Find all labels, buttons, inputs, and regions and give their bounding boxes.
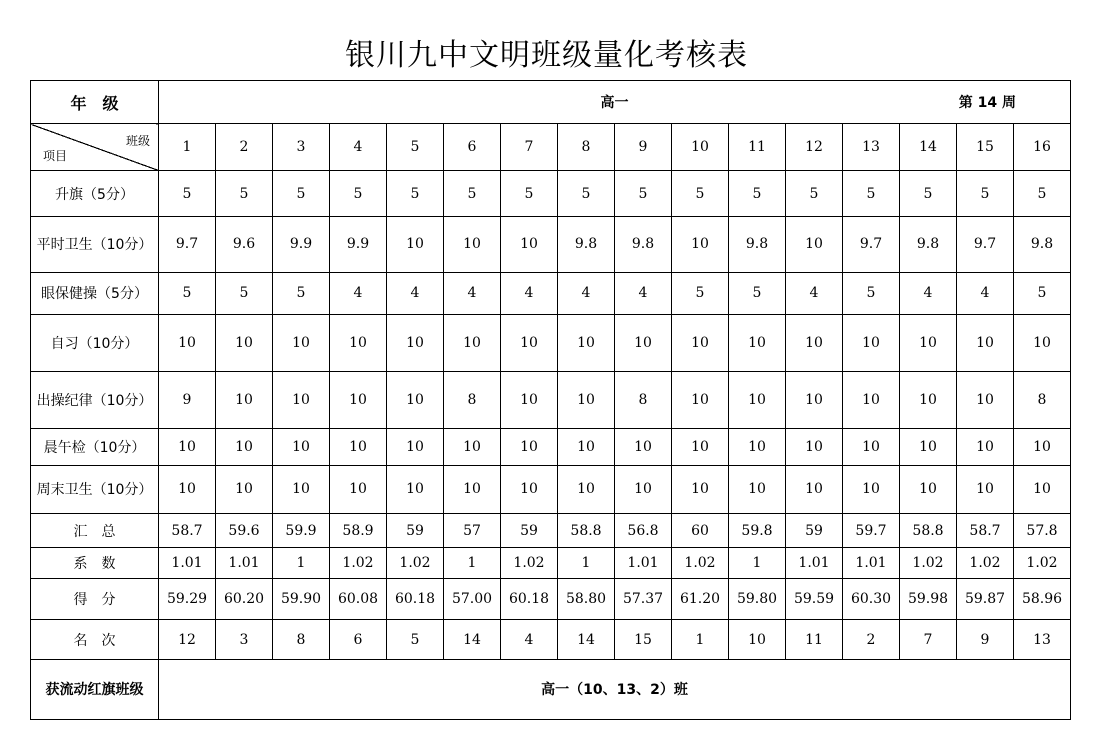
value-cell: 4	[444, 272, 501, 314]
value-cell: 6	[330, 620, 387, 659]
value-cell: 1.02	[330, 548, 387, 579]
value-cell: 1	[672, 620, 729, 659]
value-cell: 10	[615, 428, 672, 465]
value-cell: 10	[786, 216, 843, 272]
value-cell: 57.8	[1014, 513, 1071, 547]
value-cell: 15	[615, 620, 672, 659]
value-cell: 10	[900, 428, 957, 465]
value-cell: 1	[444, 548, 501, 579]
value-cell: 5	[615, 171, 672, 216]
table-row	[31, 372, 1071, 428]
value-cell: 10	[387, 372, 444, 428]
value-cell: 59.80	[729, 579, 786, 620]
value-cell: 58.9	[330, 513, 387, 547]
value-cell: 10	[330, 465, 387, 513]
value-cell: 10	[444, 428, 501, 465]
value-cell: 10	[786, 465, 843, 513]
value-cell: 59.98	[900, 579, 957, 620]
value-cell: 10	[558, 372, 615, 428]
value-cell: 10	[330, 315, 387, 372]
class-header-cell: 2	[216, 124, 273, 171]
row-label: 晨午检（10分）	[31, 428, 159, 465]
value-cell: 10	[216, 315, 273, 372]
value-cell: 5	[387, 620, 444, 659]
class-header-cell: 12	[786, 124, 843, 171]
value-cell: 58.80	[558, 579, 615, 620]
value-cell: 1.02	[387, 548, 444, 579]
value-cell: 5	[330, 171, 387, 216]
value-cell: 59	[387, 513, 444, 547]
value-cell: 10	[1014, 315, 1071, 372]
value-cell: 1.01	[786, 548, 843, 579]
value-cell: 58.8	[900, 513, 957, 547]
value-cell: 10	[786, 428, 843, 465]
value-cell: 5	[1014, 272, 1071, 314]
value-cell: 10	[900, 372, 957, 428]
value-cell: 10	[672, 315, 729, 372]
value-cell: 10	[216, 372, 273, 428]
class-header-cell: 6	[444, 124, 501, 171]
page-title: 银川九中文明班级量化考核表	[345, 38, 748, 73]
value-cell: 10	[273, 465, 330, 513]
value-cell: 59.87	[957, 579, 1014, 620]
value-cell: 8	[273, 620, 330, 659]
table-row	[31, 315, 1071, 372]
row-label: 系 数	[31, 548, 159, 579]
value-cell: 9	[159, 372, 216, 428]
value-cell: 10	[501, 465, 558, 513]
class-header-cell: 14	[900, 124, 957, 171]
value-cell: 4	[900, 272, 957, 314]
value-cell: 5	[501, 171, 558, 216]
value-cell: 5	[672, 272, 729, 314]
value-cell: 9.7	[957, 216, 1014, 272]
table-row	[31, 513, 1071, 547]
value-cell: 57.37	[615, 579, 672, 620]
value-cell: 1	[558, 548, 615, 579]
value-cell: 4	[330, 272, 387, 314]
red-flag-label: 获流动红旗班级	[31, 659, 159, 719]
grade-cell	[159, 81, 1071, 124]
value-cell: 59	[501, 513, 558, 547]
value-cell: 10	[957, 465, 1014, 513]
value-cell: 10	[216, 428, 273, 465]
value-cell: 9.7	[159, 216, 216, 272]
row-label: 汇 总	[31, 513, 159, 547]
value-cell: 5	[729, 272, 786, 314]
class-header-cell: 1	[159, 124, 216, 171]
class-header-cell: 4	[330, 124, 387, 171]
value-cell: 2	[843, 620, 900, 659]
row-label: 名 次	[31, 620, 159, 659]
value-cell: 5	[900, 171, 957, 216]
header-row	[31, 81, 1071, 124]
value-cell: 10	[501, 216, 558, 272]
value-cell: 5	[216, 171, 273, 216]
value-cell: 1.01	[216, 548, 273, 579]
value-cell: 4	[501, 620, 558, 659]
value-cell: 10	[672, 465, 729, 513]
class-header-cell: 13	[843, 124, 900, 171]
row-label: 出操纪律（10分）	[31, 372, 159, 428]
diag-item-label: 项目	[43, 149, 68, 164]
value-cell: 56.8	[615, 513, 672, 547]
value-cell: 10	[672, 216, 729, 272]
value-cell: 10	[672, 428, 729, 465]
value-cell: 14	[444, 620, 501, 659]
assessment-table	[30, 80, 1071, 720]
value-cell: 59.29	[159, 579, 216, 620]
value-cell: 7	[900, 620, 957, 659]
row-label: 眼保健操（5分）	[31, 272, 159, 314]
value-cell: 10	[843, 465, 900, 513]
table-row	[31, 216, 1071, 272]
value-cell: 1.02	[1014, 548, 1071, 579]
value-cell: 60.18	[387, 579, 444, 620]
value-cell: 10	[729, 372, 786, 428]
value-cell: 10	[444, 315, 501, 372]
class-header-cell: 10	[672, 124, 729, 171]
class-header-cell: 8	[558, 124, 615, 171]
value-cell: 10	[729, 620, 786, 659]
grade-value: 高一	[600, 95, 629, 112]
value-cell: 10	[729, 315, 786, 372]
value-cell: 4	[615, 272, 672, 314]
value-cell: 10	[729, 465, 786, 513]
value-cell: 58.8	[558, 513, 615, 547]
row-label: 周末卫生（10分）	[31, 465, 159, 513]
diag-class-label: 班级	[125, 134, 150, 149]
table-row	[31, 272, 1071, 314]
table-row	[31, 548, 1071, 579]
value-cell: 9.8	[900, 216, 957, 272]
value-cell: 10	[501, 428, 558, 465]
value-cell: 59.8	[729, 513, 786, 547]
value-cell: 10	[159, 315, 216, 372]
value-cell: 5	[387, 171, 444, 216]
value-cell: 10	[501, 315, 558, 372]
value-cell: 5	[729, 171, 786, 216]
value-cell: 10	[387, 315, 444, 372]
value-cell: 5	[444, 171, 501, 216]
value-cell: 4	[957, 272, 1014, 314]
value-cell: 9.9	[330, 216, 387, 272]
value-cell: 5	[216, 272, 273, 314]
class-header-cell: 3	[273, 124, 330, 171]
value-cell: 5	[558, 171, 615, 216]
table-row	[31, 465, 1071, 513]
value-cell: 1.02	[900, 548, 957, 579]
value-cell: 10	[444, 465, 501, 513]
value-cell: 10	[387, 465, 444, 513]
value-cell: 8	[444, 372, 501, 428]
red-flag-classes: 高一（10、13、2）班	[159, 659, 1071, 719]
value-cell: 59.9	[273, 513, 330, 547]
value-cell: 1	[729, 548, 786, 579]
value-cell: 10	[501, 372, 558, 428]
value-cell: 60.18	[501, 579, 558, 620]
value-cell: 10	[558, 428, 615, 465]
value-cell: 60.20	[216, 579, 273, 620]
class-header-cell: 9	[615, 124, 672, 171]
value-cell: 1.02	[501, 548, 558, 579]
value-cell: 1	[273, 548, 330, 579]
value-cell: 5	[1014, 171, 1071, 216]
value-cell: 10	[387, 428, 444, 465]
class-header-cell: 15	[957, 124, 1014, 171]
footer-row	[31, 659, 1071, 719]
row-label: 平时卫生（10分）	[31, 216, 159, 272]
value-cell: 10	[273, 372, 330, 428]
value-cell: 5	[273, 171, 330, 216]
value-cell: 10	[672, 372, 729, 428]
grade-label: 年 级	[31, 81, 159, 124]
value-cell: 58.7	[159, 513, 216, 547]
value-cell: 10	[387, 216, 444, 272]
diagonal-header-cell	[31, 124, 159, 171]
value-cell: 5	[159, 171, 216, 216]
value-cell: 59.59	[786, 579, 843, 620]
value-cell: 1.01	[615, 548, 672, 579]
value-cell: 12	[159, 620, 216, 659]
value-cell: 13	[1014, 620, 1071, 659]
value-cell: 10	[1014, 428, 1071, 465]
value-cell: 58.7	[957, 513, 1014, 547]
value-cell: 10	[900, 315, 957, 372]
value-cell: 9.8	[615, 216, 672, 272]
value-cell: 60.30	[843, 579, 900, 620]
value-cell: 10	[273, 315, 330, 372]
week-label: 第 14 周	[958, 95, 1016, 112]
value-cell: 59.7	[843, 513, 900, 547]
value-cell: 10	[729, 428, 786, 465]
value-cell: 10	[330, 372, 387, 428]
value-cell: 10	[843, 315, 900, 372]
value-cell: 1.02	[957, 548, 1014, 579]
value-cell: 9.6	[216, 216, 273, 272]
value-cell: 59.90	[273, 579, 330, 620]
table-row	[31, 579, 1071, 620]
value-cell: 10	[957, 315, 1014, 372]
value-cell: 8	[615, 372, 672, 428]
value-cell: 10	[159, 428, 216, 465]
value-cell: 10	[159, 465, 216, 513]
value-cell: 10	[615, 465, 672, 513]
value-cell: 10	[615, 315, 672, 372]
value-cell: 10	[843, 372, 900, 428]
value-cell: 10	[900, 465, 957, 513]
value-cell: 57.00	[444, 579, 501, 620]
value-cell: 10	[957, 372, 1014, 428]
value-cell: 10	[843, 428, 900, 465]
value-cell: 10	[216, 465, 273, 513]
class-header-cell: 16	[1014, 124, 1071, 171]
row-label: 得 分	[31, 579, 159, 620]
class-header-cell: 11	[729, 124, 786, 171]
value-cell: 4	[387, 272, 444, 314]
value-cell: 10	[786, 372, 843, 428]
table-row	[31, 428, 1071, 465]
value-cell: 10	[558, 465, 615, 513]
value-cell: 9.9	[273, 216, 330, 272]
table-row	[31, 171, 1071, 216]
row-label: 自习（10分）	[31, 315, 159, 372]
value-cell: 58.96	[1014, 579, 1071, 620]
value-cell: 10	[957, 428, 1014, 465]
value-cell: 10	[786, 315, 843, 372]
value-cell: 1.01	[159, 548, 216, 579]
value-cell: 5	[159, 272, 216, 314]
value-cell: 5	[957, 171, 1014, 216]
value-cell: 11	[786, 620, 843, 659]
value-cell: 5	[843, 272, 900, 314]
value-cell: 10	[330, 428, 387, 465]
value-cell: 4	[558, 272, 615, 314]
value-cell: 9	[957, 620, 1014, 659]
value-cell: 8	[1014, 372, 1071, 428]
value-cell: 5	[786, 171, 843, 216]
value-cell: 3	[216, 620, 273, 659]
value-cell: 4	[786, 272, 843, 314]
value-cell: 10	[273, 428, 330, 465]
value-cell: 10	[1014, 465, 1071, 513]
value-cell: 4	[501, 272, 558, 314]
value-cell: 14	[558, 620, 615, 659]
value-cell: 9.7	[843, 216, 900, 272]
value-cell: 5	[273, 272, 330, 314]
value-cell: 5	[672, 171, 729, 216]
value-cell: 61.20	[672, 579, 729, 620]
class-header-cell: 7	[501, 124, 558, 171]
value-cell: 10	[444, 216, 501, 272]
value-cell: 57	[444, 513, 501, 547]
value-cell: 60	[672, 513, 729, 547]
value-cell: 59.6	[216, 513, 273, 547]
value-cell: 10	[558, 315, 615, 372]
value-cell: 5	[843, 171, 900, 216]
row-label: 升旗（5分）	[31, 171, 159, 216]
value-cell: 1.02	[672, 548, 729, 579]
value-cell: 59	[786, 513, 843, 547]
value-cell: 9.8	[558, 216, 615, 272]
value-cell: 9.8	[729, 216, 786, 272]
value-cell: 9.8	[1014, 216, 1071, 272]
value-cell: 1.01	[843, 548, 900, 579]
value-cell: 60.08	[330, 579, 387, 620]
table-row	[31, 620, 1071, 659]
class-header-cell: 5	[387, 124, 444, 171]
class-number-row	[31, 124, 1071, 171]
